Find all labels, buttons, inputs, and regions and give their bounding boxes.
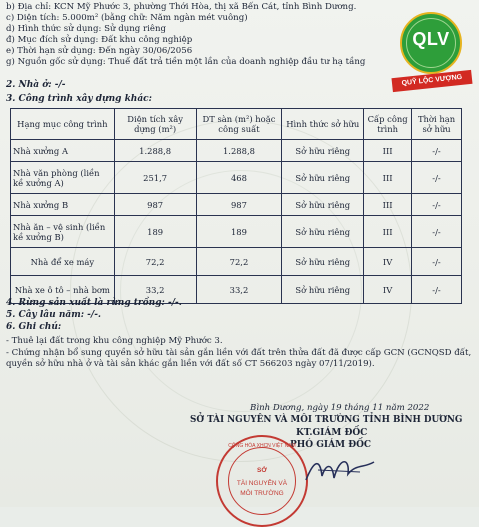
table-cell: Nhà văn phòng (liền kề xưởng A): [11, 162, 115, 194]
table-cell: Sở hữu riêng: [282, 276, 364, 304]
handwritten-signature: [300, 450, 380, 490]
table-cell: 72,2: [196, 248, 282, 276]
section-other-works: 3. Công trình xây dựng khác:: [6, 94, 152, 104]
table-header-row: [11, 109, 462, 140]
header-cell: Diện tích xây dựng (m²): [114, 109, 196, 140]
table-cell: III: [364, 162, 412, 194]
table-cell: III: [364, 140, 412, 162]
table-row: [11, 162, 462, 194]
logo-ribbon: QUỸ LỘC VƯỢNG: [391, 70, 472, 92]
table-cell: -/-: [412, 140, 462, 162]
stamp-line1: TÀI NGUYÊN VÀ: [236, 480, 288, 487]
table-cell: 468: [196, 162, 282, 194]
table-cell: 189: [114, 216, 196, 248]
table-cell: -/-: [412, 194, 462, 216]
header-cell: Hạng mục công trình: [11, 109, 115, 140]
header-cell: Cấp công trình: [364, 109, 412, 140]
stamp-top-text: CỘNG HÒA XHCN VIỆT NAM: [228, 443, 296, 449]
table-cell: Nhà ăn – vệ sinh (liền kề xưởng B): [11, 216, 115, 248]
table-cell: IV: [364, 276, 412, 304]
table-cell: 987: [196, 194, 282, 216]
qlv-logo: [392, 12, 472, 98]
table-cell: -/-: [412, 248, 462, 276]
header-cell: Hình thức sở hữu: [282, 109, 364, 140]
usage-origin-line: g) Nguồn gốc sử dụng: Thuế đất trả tiền một lần của doanh nghiệp đầu tư hạ tầng: [6, 57, 366, 67]
section-forest: 4. Rừng sản xuất là rừng trồng: -/-.: [6, 298, 182, 308]
table-cell: III: [364, 216, 412, 248]
stamp-mid-text: SỞ: [257, 467, 267, 474]
table-cell: 1.288,8: [196, 140, 282, 162]
official-stamp: [216, 435, 308, 527]
logo-circle: [400, 12, 462, 74]
table-cell: 33,2: [196, 276, 282, 304]
table-cell: Sở hữu riêng: [282, 194, 364, 216]
table-cell: IV: [364, 248, 412, 276]
table-cell: Sở hữu riêng: [282, 216, 364, 248]
table-row: [11, 216, 462, 248]
table-cell: -/-: [412, 276, 462, 304]
table-cell: Sở hữu riêng: [282, 162, 364, 194]
table-cell: Nhà xưởng B: [11, 194, 115, 216]
table-cell: 72,2: [114, 248, 196, 276]
note-lease: - Thuê lại đất trong khu công nghiệp Mỹ Phước 3.: [6, 336, 223, 346]
note-additional: - Chứng nhận bổ sung quyền sở hữu tài sản gắn liền với đất trên thửa đất đã được cấp GCN (GCNQSD đất,: [6, 348, 472, 358]
signer-kt: KT.GIÁM ĐỐC: [296, 428, 368, 438]
table-cell: Nhà xưởng A: [11, 140, 115, 162]
header-cell: Thời hạn sở hữu: [412, 109, 462, 140]
table-row: [11, 248, 462, 276]
note-additional-cont: quyền sở hữu nhà ở và tài sản khác gắn liền với đất số CT 566203 ngày 07/11/2019).: [6, 359, 375, 369]
table-cell: -/-: [412, 162, 462, 194]
usage-form-line: d) Hình thức sử dụng: Sử dụng riêng: [6, 24, 167, 34]
table-row: [11, 194, 462, 216]
table-cell: 987: [114, 194, 196, 216]
table-cell: 33,2: [114, 276, 196, 304]
area-line: c) Diện tích: 5.000m² (bằng chữ: Năm ngàn mét vuông): [6, 13, 248, 23]
table-cell: 189: [196, 216, 282, 248]
table-cell: Sở hữu riêng: [282, 248, 364, 276]
table-cell: 1.288,8: [114, 140, 196, 162]
usage-purpose-line: đ) Mục đích sử dụng: Đất khu công nghiệp: [6, 35, 193, 45]
usage-term-line: e) Thời hạn sử dụng: Đến ngày 30/06/2056: [6, 46, 193, 56]
table-row: [11, 140, 462, 162]
section-notes: 6. Ghi chú:: [6, 322, 62, 332]
table-cell: Sở hữu riêng: [282, 140, 364, 162]
table-cell: Nhà xe ô tô – nhà bơm: [11, 276, 115, 304]
table-cell: Nhà để xe máy: [11, 248, 115, 276]
signer-role: PHÓ GIÁM ĐỐC: [290, 440, 372, 450]
table-cell: 251,7: [114, 162, 196, 194]
signing-place-date: Bình Dương, ngày 19 tháng 11 năm 2022: [250, 403, 430, 413]
logo-text: QLV: [412, 29, 450, 49]
works-table: [10, 108, 462, 304]
section-perennial: 5. Cây lâu năm: -/-.: [6, 310, 102, 320]
header-cell: DT sàn (m²) hoặc công suất: [196, 109, 282, 140]
address-line: b) Địa chỉ: KCN Mỹ Phước 3, phường Thới Hòa, thị xã Bến Cát, tỉnh Bình Dương.: [6, 2, 357, 12]
table-cell: -/-: [412, 216, 462, 248]
stamp-line2: MÔI TRƯỜNG: [240, 490, 284, 497]
table-cell: III: [364, 194, 412, 216]
issuing-authority: SỞ TÀI NGUYÊN VÀ MÔI TRƯỜNG TỈNH BÌNH DƯƠNG: [190, 415, 463, 425]
section-house: 2. Nhà ở: -/-: [6, 80, 66, 90]
